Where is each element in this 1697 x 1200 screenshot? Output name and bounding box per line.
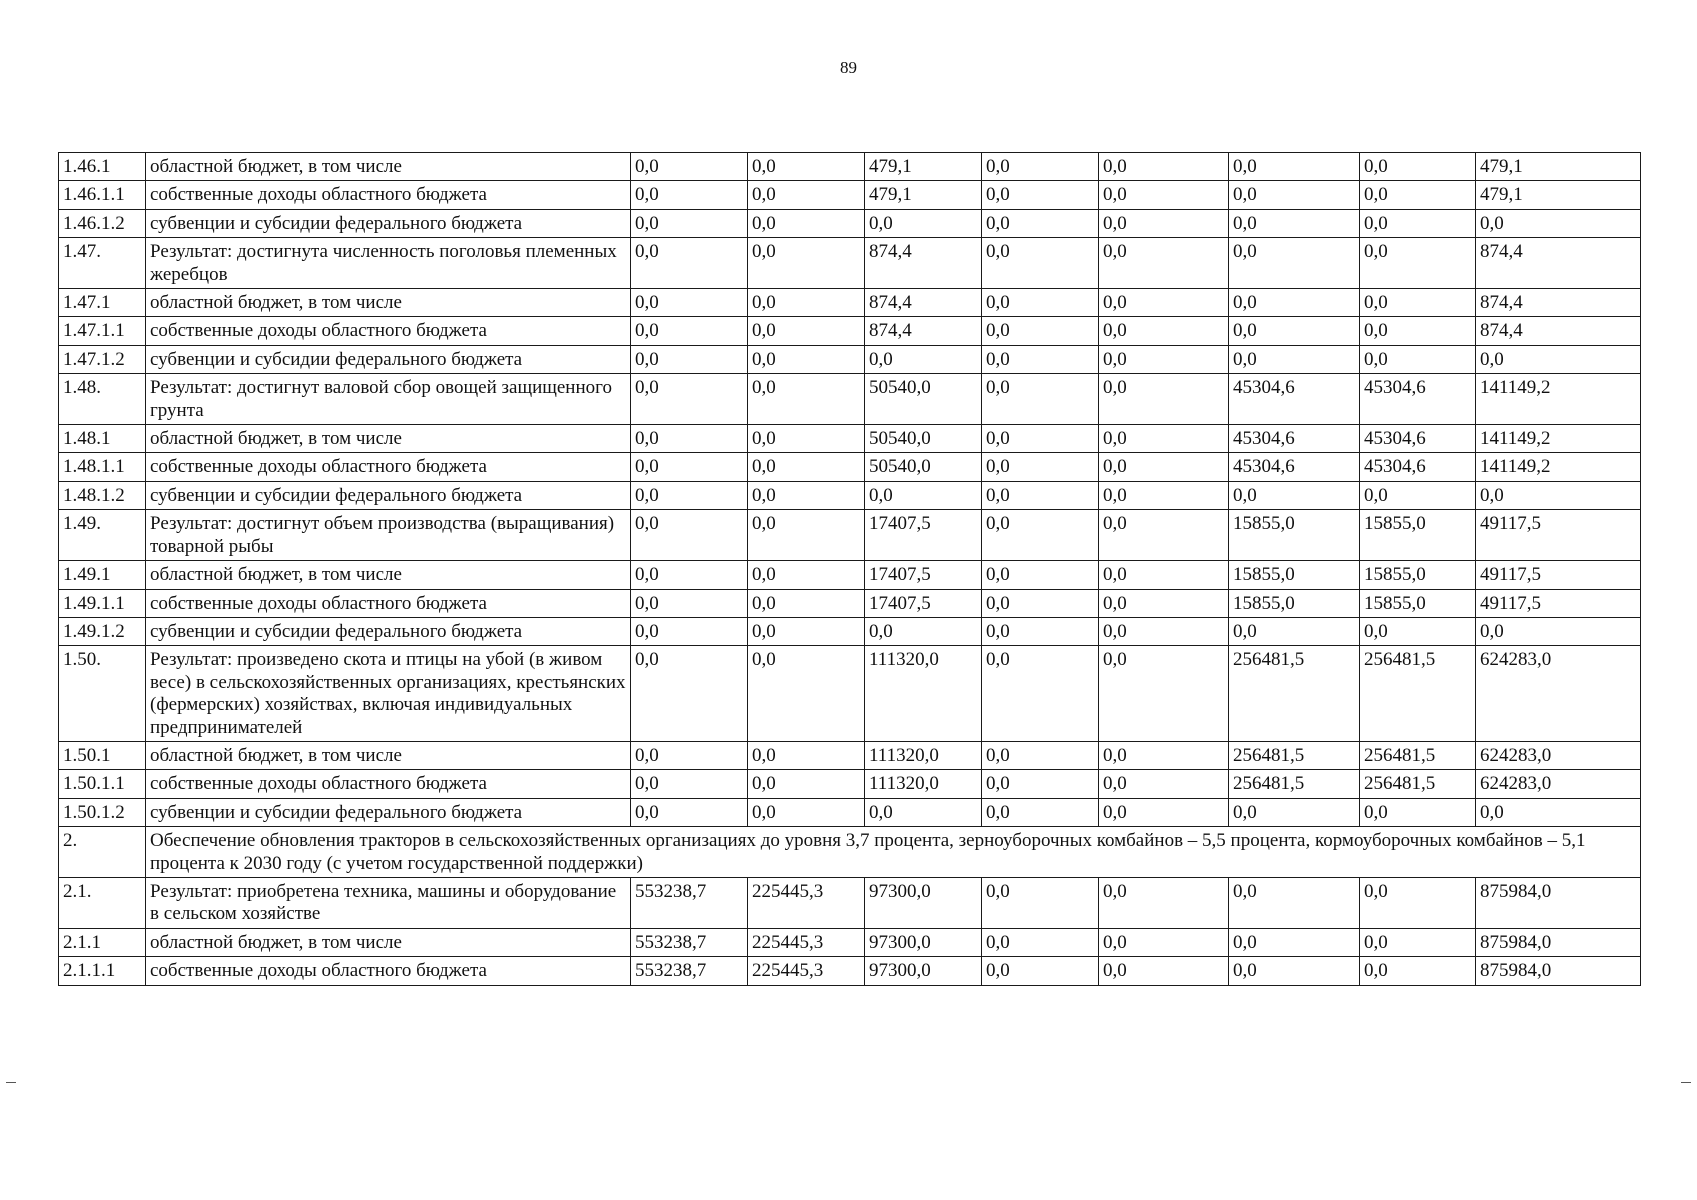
value-cell: 0,0: [631, 646, 748, 742]
value-cell: 15855,0: [1229, 561, 1360, 589]
value-cell: 0,0: [982, 453, 1099, 481]
value-cell: 0,0: [631, 374, 748, 425]
value-cell: 0,0: [748, 798, 865, 826]
value-cell: 0,0: [1360, 209, 1476, 237]
value-cell: 256481,5: [1229, 741, 1360, 769]
value-cell: 256481,5: [1360, 741, 1476, 769]
value-cell: 0,0: [1099, 317, 1229, 345]
value-cell: 0,0: [1099, 481, 1229, 509]
value-cell: 0,0: [982, 798, 1099, 826]
value-cell: 256481,5: [1360, 646, 1476, 742]
value-cell: 0,0: [982, 770, 1099, 798]
table-row: [59, 317, 1641, 345]
value-cell: 0,0: [982, 741, 1099, 769]
value-cell: 0,0: [748, 425, 865, 453]
value-cell: 0,0: [748, 741, 865, 769]
value-cell: 0,0: [1099, 453, 1229, 481]
row-code: 1.46.1.1: [59, 181, 146, 209]
value-cell: 0,0: [1099, 238, 1229, 289]
value-cell: 0,0: [631, 617, 748, 645]
value-cell: 0,0: [631, 209, 748, 237]
row-name: областной бюджет, в том числе: [146, 153, 631, 181]
row-code: 2.: [59, 827, 146, 878]
value-cell: 45304,6: [1229, 374, 1360, 425]
table-row: [59, 153, 1641, 181]
table-row: [59, 798, 1641, 826]
row-code: 1.49.1: [59, 561, 146, 589]
row-code: 1.46.1: [59, 153, 146, 181]
value-cell: 0,0: [631, 153, 748, 181]
row-name: Результат: достигнут объем производства (выращивания) товарной рыбы: [146, 510, 631, 561]
value-cell: 0,0: [1229, 289, 1360, 317]
value-cell: 0,0: [631, 770, 748, 798]
value-cell: 0,0: [1360, 481, 1476, 509]
value-cell: 0,0: [1099, 957, 1229, 985]
value-cell: 874,4: [1476, 238, 1641, 289]
row-code: 1.47.: [59, 238, 146, 289]
value-cell: 0,0: [982, 181, 1099, 209]
value-cell: 0,0: [1476, 481, 1641, 509]
row-code: 1.48.: [59, 374, 146, 425]
value-cell: 0,0: [982, 877, 1099, 928]
value-cell: 45304,6: [1360, 453, 1476, 481]
value-cell: 97300,0: [865, 928, 982, 956]
row-name: областной бюджет, в том числе: [146, 741, 631, 769]
value-cell: 141149,2: [1476, 374, 1641, 425]
row-code: 1.48.1: [59, 425, 146, 453]
value-cell: 141149,2: [1476, 453, 1641, 481]
value-cell: 0,0: [748, 209, 865, 237]
value-cell: 256481,5: [1360, 770, 1476, 798]
value-cell: 479,1: [865, 153, 982, 181]
value-cell: 0,0: [1360, 153, 1476, 181]
table-row: [59, 741, 1641, 769]
value-cell: 0,0: [865, 481, 982, 509]
value-cell: 45304,6: [1229, 425, 1360, 453]
value-cell: 0,0: [1229, 153, 1360, 181]
value-cell: 875984,0: [1476, 957, 1641, 985]
value-cell: 624283,0: [1476, 770, 1641, 798]
table-row: [59, 425, 1641, 453]
value-cell: 0,0: [1360, 877, 1476, 928]
value-cell: 0,0: [1099, 153, 1229, 181]
row-name: областной бюджет, в том числе: [146, 561, 631, 589]
value-cell: 0,0: [1360, 617, 1476, 645]
row-code: 1.47.1.1: [59, 317, 146, 345]
row-code: 1.49.1.1: [59, 589, 146, 617]
value-cell: 0,0: [631, 238, 748, 289]
row-name: собственные доходы областного бюджета: [146, 181, 631, 209]
value-cell: 0,0: [631, 561, 748, 589]
value-cell: 0,0: [748, 617, 865, 645]
row-name: Результат: произведено скота и птицы на убой (в живом весе) в сельскохозяйственных организациях, крестьянских (фермерских) хозяйствах, включая индивидуальных предпринимателей: [146, 646, 631, 742]
value-cell: 97300,0: [865, 957, 982, 985]
value-cell: 0,0: [1476, 798, 1641, 826]
value-cell: 0,0: [1099, 798, 1229, 826]
value-cell: 0,0: [982, 589, 1099, 617]
value-cell: 0,0: [982, 617, 1099, 645]
row-name: субвенции и субсидии федерального бюджета: [146, 798, 631, 826]
value-cell: 0,0: [1099, 374, 1229, 425]
table-row: [59, 289, 1641, 317]
table-row: [59, 510, 1641, 561]
row-name: Результат: достигнут валовой сбор овощей защищенного грунта: [146, 374, 631, 425]
value-cell: 0,0: [1476, 617, 1641, 645]
row-code: 2.1.: [59, 877, 146, 928]
table-body: [59, 153, 1641, 986]
value-cell: 0,0: [631, 181, 748, 209]
value-cell: 0,0: [631, 481, 748, 509]
value-cell: 0,0: [631, 425, 748, 453]
value-cell: 0,0: [1099, 928, 1229, 956]
row-name: областной бюджет, в том числе: [146, 928, 631, 956]
row-name: областной бюджет, в том числе: [146, 289, 631, 317]
row-code: 1.47.1.2: [59, 345, 146, 373]
table-row: [59, 238, 1641, 289]
value-cell: 49117,5: [1476, 561, 1641, 589]
value-cell: 0,0: [748, 374, 865, 425]
value-cell: 0,0: [1229, 957, 1360, 985]
page-number: 89: [840, 58, 857, 77]
value-cell: 874,4: [865, 238, 982, 289]
value-cell: 0,0: [631, 453, 748, 481]
scan-edge-mark-right: [1681, 1082, 1691, 1083]
value-cell: 225445,3: [748, 877, 865, 928]
row-name: субвенции и субсидии федерального бюджета: [146, 617, 631, 645]
value-cell: 0,0: [982, 238, 1099, 289]
value-cell: 0,0: [1099, 425, 1229, 453]
value-cell: 0,0: [1099, 289, 1229, 317]
value-cell: 0,0: [748, 289, 865, 317]
row-name: субвенции и субсидии федерального бюджета: [146, 481, 631, 509]
value-cell: 0,0: [1360, 957, 1476, 985]
value-cell: 0,0: [982, 345, 1099, 373]
value-cell: 0,0: [865, 617, 982, 645]
value-cell: 0,0: [1229, 798, 1360, 826]
value-cell: 0,0: [748, 646, 865, 742]
value-cell: 0,0: [1099, 209, 1229, 237]
row-name: субвенции и субсидии федерального бюджета: [146, 209, 631, 237]
row-code: 2.1.1: [59, 928, 146, 956]
value-cell: 0,0: [865, 798, 982, 826]
row-name: субвенции и субсидии федерального бюджета: [146, 345, 631, 373]
value-cell: 0,0: [1099, 589, 1229, 617]
value-cell: 225445,3: [748, 928, 865, 956]
value-cell: 0,0: [982, 561, 1099, 589]
value-cell: 0,0: [631, 317, 748, 345]
value-cell: 15855,0: [1360, 561, 1476, 589]
value-cell: 0,0: [748, 481, 865, 509]
value-cell: 0,0: [982, 153, 1099, 181]
value-cell: 0,0: [1099, 617, 1229, 645]
row-name: собственные доходы областного бюджета: [146, 770, 631, 798]
value-cell: 553238,7: [631, 877, 748, 928]
value-cell: 0,0: [982, 374, 1099, 425]
value-cell: 479,1: [1476, 153, 1641, 181]
value-cell: 553238,7: [631, 957, 748, 985]
row-name: Результат: приобретена техника, машины и оборудование в сельском хозяйстве: [146, 877, 631, 928]
table-row: [59, 957, 1641, 985]
value-cell: 45304,6: [1360, 374, 1476, 425]
value-cell: 50540,0: [865, 453, 982, 481]
value-cell: 0,0: [631, 741, 748, 769]
value-cell: 874,4: [865, 317, 982, 345]
value-cell: 0,0: [748, 453, 865, 481]
value-cell: 0,0: [631, 798, 748, 826]
value-cell: 15855,0: [1360, 510, 1476, 561]
value-cell: 874,4: [865, 289, 982, 317]
value-cell: 479,1: [865, 181, 982, 209]
value-cell: 0,0: [748, 589, 865, 617]
value-cell: 0,0: [748, 317, 865, 345]
row-code: 1.48.1.1: [59, 453, 146, 481]
value-cell: 0,0: [748, 153, 865, 181]
value-cell: 141149,2: [1476, 425, 1641, 453]
value-cell: 50540,0: [865, 425, 982, 453]
value-cell: 624283,0: [1476, 646, 1641, 742]
value-cell: 0,0: [1476, 209, 1641, 237]
value-cell: 0,0: [982, 928, 1099, 956]
value-cell: 0,0: [1360, 289, 1476, 317]
row-code: 1.48.1.2: [59, 481, 146, 509]
table-row: [59, 481, 1641, 509]
value-cell: 0,0: [1229, 617, 1360, 645]
value-cell: 111320,0: [865, 741, 982, 769]
value-cell: 0,0: [982, 425, 1099, 453]
value-cell: 17407,5: [865, 589, 982, 617]
value-cell: 17407,5: [865, 510, 982, 561]
value-cell: 0,0: [1360, 928, 1476, 956]
table-row: [59, 646, 1641, 742]
value-cell: 0,0: [1229, 345, 1360, 373]
value-cell: 0,0: [748, 510, 865, 561]
value-cell: 111320,0: [865, 646, 982, 742]
value-cell: 49117,5: [1476, 589, 1641, 617]
value-cell: 0,0: [1360, 238, 1476, 289]
value-cell: 0,0: [1360, 317, 1476, 345]
value-cell: 0,0: [1360, 181, 1476, 209]
table-row: [59, 827, 1641, 878]
value-cell: 874,4: [1476, 289, 1641, 317]
value-cell: 45304,6: [1360, 425, 1476, 453]
value-cell: 0,0: [1360, 798, 1476, 826]
value-cell: 15855,0: [1229, 589, 1360, 617]
row-code: 1.50.1.1: [59, 770, 146, 798]
row-code: 1.46.1.2: [59, 209, 146, 237]
value-cell: 0,0: [1099, 741, 1229, 769]
value-cell: 0,0: [748, 561, 865, 589]
table-row: [59, 589, 1641, 617]
value-cell: 0,0: [748, 770, 865, 798]
value-cell: 624283,0: [1476, 741, 1641, 769]
value-cell: 0,0: [1229, 928, 1360, 956]
row-name: Результат: достигнута численность поголовья племенных жеребцов: [146, 238, 631, 289]
value-cell: 0,0: [631, 510, 748, 561]
row-code: 1.50.: [59, 646, 146, 742]
value-cell: 875984,0: [1476, 928, 1641, 956]
value-cell: 0,0: [748, 345, 865, 373]
value-cell: 553238,7: [631, 928, 748, 956]
value-cell: 0,0: [631, 289, 748, 317]
value-cell: 0,0: [982, 510, 1099, 561]
value-cell: 0,0: [1476, 345, 1641, 373]
value-cell: 0,0: [1229, 209, 1360, 237]
row-code: 1.50.1.2: [59, 798, 146, 826]
value-cell: 0,0: [982, 957, 1099, 985]
value-cell: 0,0: [1229, 481, 1360, 509]
row-code: 2.1.1.1: [59, 957, 146, 985]
value-cell: 256481,5: [1229, 646, 1360, 742]
value-cell: 0,0: [1099, 181, 1229, 209]
row-name: собственные доходы областного бюджета: [146, 317, 631, 345]
row-code: 1.49.1.2: [59, 617, 146, 645]
row-name: собственные доходы областного бюджета: [146, 589, 631, 617]
value-cell: 0,0: [982, 481, 1099, 509]
value-cell: 0,0: [631, 345, 748, 373]
table-row: [59, 928, 1641, 956]
row-name: собственные доходы областного бюджета: [146, 957, 631, 985]
value-cell: 225445,3: [748, 957, 865, 985]
value-cell: 0,0: [1229, 238, 1360, 289]
table-row: [59, 345, 1641, 373]
value-cell: 256481,5: [1229, 770, 1360, 798]
value-cell: 50540,0: [865, 374, 982, 425]
value-cell: 0,0: [1229, 317, 1360, 345]
value-cell: 0,0: [631, 589, 748, 617]
budget-table: [58, 152, 1641, 986]
value-cell: 0,0: [865, 209, 982, 237]
value-cell: 0,0: [982, 209, 1099, 237]
row-name: областной бюджет, в том числе: [146, 425, 631, 453]
table-row: [59, 374, 1641, 425]
value-cell: 15855,0: [1360, 589, 1476, 617]
table-row: [59, 617, 1641, 645]
table-row: [59, 209, 1641, 237]
value-cell: 874,4: [1476, 317, 1641, 345]
value-cell: 0,0: [1099, 345, 1229, 373]
value-cell: 0,0: [982, 289, 1099, 317]
value-cell: 45304,6: [1229, 453, 1360, 481]
value-cell: 0,0: [1099, 877, 1229, 928]
table-row: [59, 877, 1641, 928]
value-cell: 0,0: [982, 317, 1099, 345]
table-row: [59, 770, 1641, 798]
table-row: [59, 561, 1641, 589]
section-title: Обеспечение обновления тракторов в сельскохозяйственных организациях до уровня 3,7 процента, зерноуборочных комбайнов – 5,5 процента, кормоуборочных комбайнов – 5,1 процента к 2030 году (с учетом государственной поддержки): [146, 827, 1641, 878]
scan-edge-mark-left: [6, 1082, 16, 1083]
value-cell: 49117,5: [1476, 510, 1641, 561]
value-cell: 0,0: [1099, 510, 1229, 561]
value-cell: 0,0: [748, 181, 865, 209]
row-name: собственные доходы областного бюджета: [146, 453, 631, 481]
value-cell: 15855,0: [1229, 510, 1360, 561]
value-cell: 0,0: [1099, 646, 1229, 742]
value-cell: 0,0: [982, 646, 1099, 742]
value-cell: 0,0: [1360, 345, 1476, 373]
table-row: [59, 453, 1641, 481]
value-cell: 0,0: [1229, 877, 1360, 928]
value-cell: 0,0: [748, 238, 865, 289]
table-row: [59, 181, 1641, 209]
value-cell: 875984,0: [1476, 877, 1641, 928]
value-cell: 111320,0: [865, 770, 982, 798]
value-cell: 17407,5: [865, 561, 982, 589]
row-code: 1.50.1: [59, 741, 146, 769]
row-code: 1.47.1: [59, 289, 146, 317]
value-cell: 0,0: [865, 345, 982, 373]
value-cell: 0,0: [1099, 770, 1229, 798]
value-cell: 0,0: [1229, 181, 1360, 209]
row-code: 1.49.: [59, 510, 146, 561]
value-cell: 0,0: [1099, 561, 1229, 589]
value-cell: 479,1: [1476, 181, 1641, 209]
value-cell: 97300,0: [865, 877, 982, 928]
